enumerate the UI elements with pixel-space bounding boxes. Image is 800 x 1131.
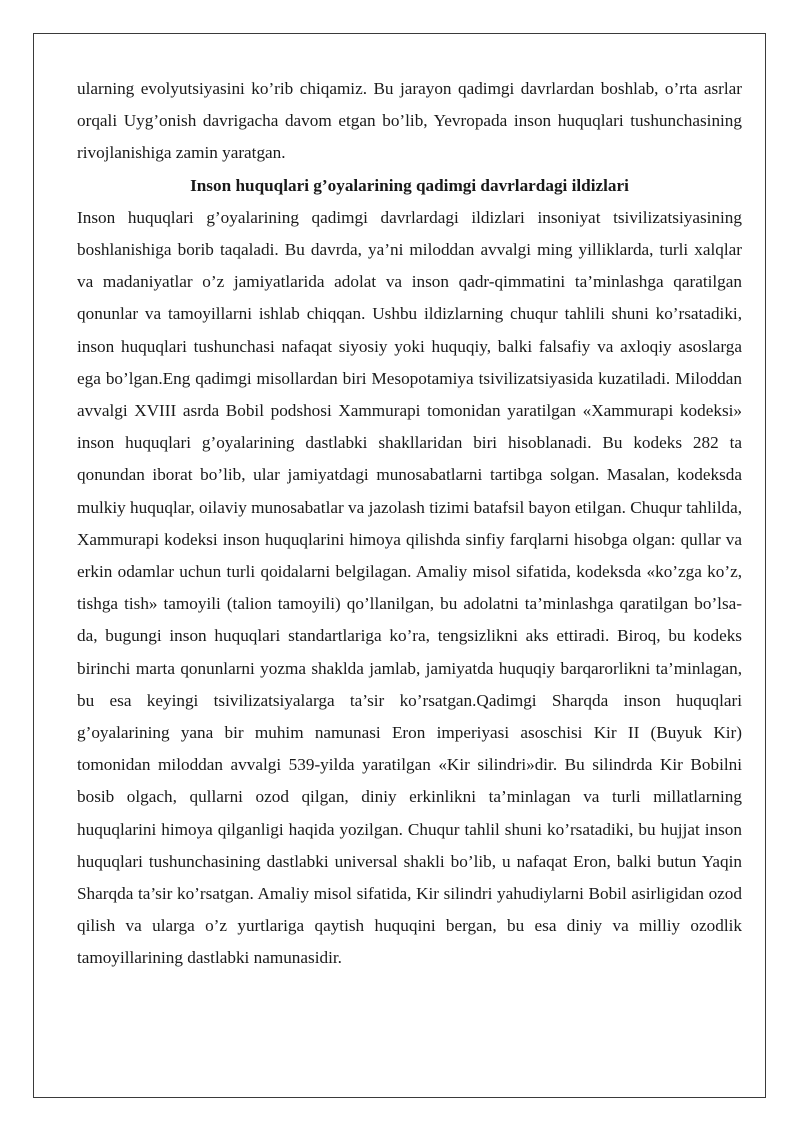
- document-body: [77, 73, 742, 975]
- intro-paragraph: ularning evolyutsiyasini ko’rib chiqamiz. Bu jarayon qadimgi davrlardan boshlab, o’rta asrlar orqali Uyg’onish davrigacha davom etgan bo’lib, Yevropada inson huquqlari tushunchasining rivojlanishiga zamin yaratgan.: [77, 79, 742, 163]
- section-heading: Inson huquqlari g’oyalarining qadimgi davrlardagi ildizlari: [190, 175, 629, 195]
- main-paragraph: Inson huquqlari g’oyalarining qadimgi davrlardagi ildizlari insoniyat tsivilizatsiyasining boshlanishiga borib taqaladi. Bu davrda, ya’ni miloddan avvalgi ming yilliklarda, turli xalqlar va madaniyatlar o’z jamiyatlarida adolat va inson qadr-qimmatini ta’minlashga qaratilgan qonunlar va tamoyillarni ishlab chiqqan. Ushbu ildizlarning chuqur tahlili shuni ko’rsatadiki, inson huquqlari tushunchasi nafaqat siyosiy yoki huquqiy, balki falsafiy va axloqiy asoslarga ega bo’lgan.Eng qadimgi misollardan biri Mesopotamiya tsivilizatsiyasida kuzatiladi. Miloddan avvalgi XVIII asrda Bobil podshosi Xammurapi tomonidan yaratilgan «Xammurapi kodeksi» inson huquqlari g’oyalarining dastlabki shakllaridan biri hisoblanadi. Bu kodeks 282 ta qonundan iborat bo’lib, ular jamiyatdagi munosabatlarni tartibga solgan. Masalan, kodeksda mulkiy huquqlar, oilaviy munosabatlar va jazolash tizimi batafsil bayon etilgan. Chuqur tahlilda, Xammurapi kodeksi inson huquqlarini himoya qilishda sinfiy farqlarni hisobga olgan: qullar va erkin odamlar uchun turli qoidalarni belgilagan. Amaliy misol sifatida, kodeksda «ko’zga ko’z, tishga tish» tamoyili (talion tamoyili) qo’llanilgan, bu adolatni ta’minlashga qaratilgan bo’lsa-da, bugungi inson huquqlari standartlariga ko’ra, tengsizlikni aks ettiradi. Biroq, bu kodeks birinchi marta qonunlarni yozma shaklda jamlab, jamiyatda huquqiy barqarorlikni ta’minlagan, bu esa keyingi tsivilizatsiyalarga ta’sir ko’rsatgan.Qadimgi Sharqda inson huquqlari g’oyalarining yana bir muhim namunasi Eron imperiyasi asoschisi Kir II (Buyuk Kir) tomonidan miloddan avvalgi 539-yilda yaratilgan «Kir silindri»dir. Bu silindrda Kir Bobilni bosib olgach, qullarni ozod qilgan, diniy erkinlikni ta’minlagan va turli millatlarning huquqlarini himoya qilganligi haqida yozilgan. Chuqur tahlil shuni ko’rsatadiki, bu hujjat inson huquqlari tushunchasining dastlabki universal shakli bo’lib, u nafaqat Eron, balki butun Yaqin Sharqda ta’sir ko’rsatgan. Amaliy misol sifatida, Kir silindri yahudiylarni Bobil asirligidan ozod qilish va ularga o’z yurtlariga qaytish huquqini bergan, bu esa diniy va milliy ozodlik tamoyillarining dastlabki namunasidir.: [77, 207, 742, 968]
